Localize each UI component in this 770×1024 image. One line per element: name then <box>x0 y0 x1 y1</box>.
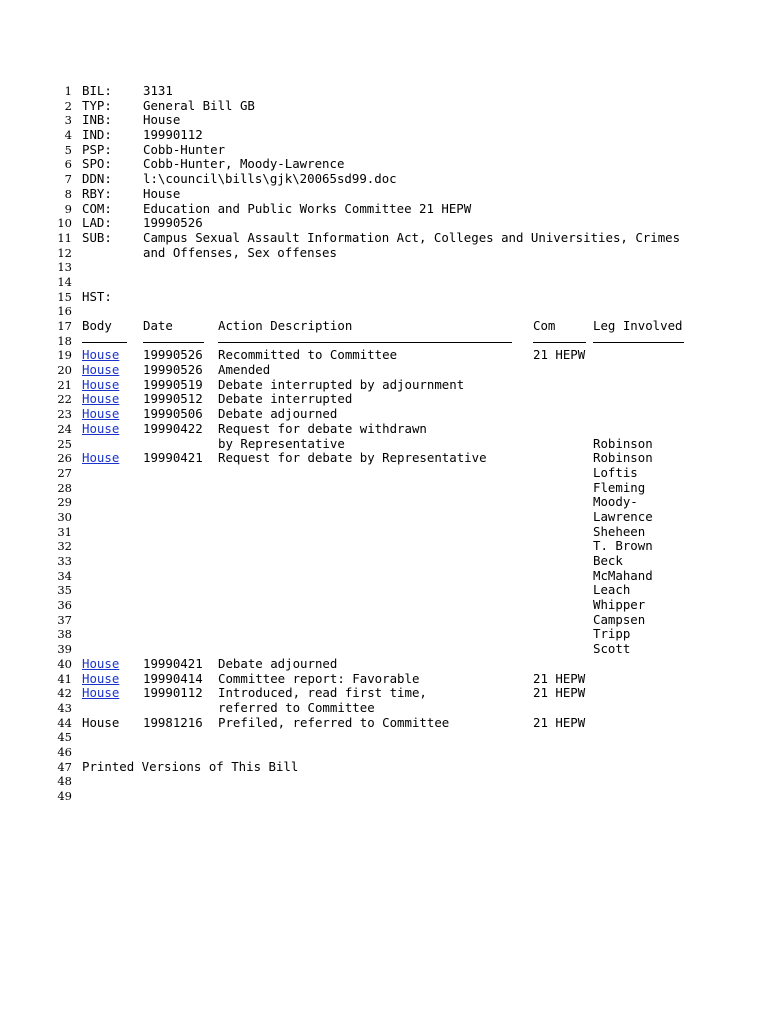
com-cell: 21 HEPW <box>533 670 586 686</box>
table-header-row <box>0 319 770 334</box>
blank-line <box>0 730 770 745</box>
line-number: 45 <box>57 730 72 745</box>
line-number: 15 <box>57 289 72 304</box>
table-row <box>0 672 770 687</box>
table-row <box>0 686 770 701</box>
line-number: 49 <box>57 789 72 803</box>
header-field-row <box>0 172 770 187</box>
table-row <box>0 363 770 378</box>
line-number: 36 <box>57 598 72 613</box>
line-number: 7 <box>64 172 72 187</box>
field-value: and Offenses, Sex offenses <box>143 244 337 260</box>
leg-cell: Tripp <box>593 626 631 642</box>
table-row <box>0 437 770 452</box>
history-label-row <box>0 290 770 305</box>
blank-line <box>0 304 770 319</box>
date-cell: 19990422 <box>143 420 203 436</box>
action-cell: Debate interrupted by adjournment <box>218 376 465 392</box>
col-header-body: Body <box>82 318 112 333</box>
body-link[interactable]: House <box>82 406 120 422</box>
action-cell: Debate adjourned <box>218 406 338 422</box>
line-number: 17 <box>57 319 72 333</box>
field-value: House <box>143 112 181 128</box>
leg-cell: Beck <box>593 553 623 568</box>
field-value: Campus Sexual Assault Information Act, Colleges and Universities, Crimes <box>143 229 681 245</box>
blank-line <box>0 774 770 789</box>
line-number: 47 <box>57 759 72 774</box>
header-field-row <box>0 99 770 114</box>
header-underline-row <box>0 334 770 349</box>
line-number: 18 <box>57 333 72 348</box>
blank-line <box>0 789 770 804</box>
line-number: 39 <box>57 642 72 657</box>
field-label: DDN: <box>82 171 112 187</box>
line-number: 38 <box>57 627 72 642</box>
field-label: IND: <box>82 127 112 143</box>
leg-cell: Robinson <box>593 435 653 451</box>
line-number: 22 <box>57 392 72 407</box>
table-row <box>0 392 770 407</box>
col-header-date: Date <box>143 318 173 333</box>
leg-cell: T. Brown <box>593 538 653 554</box>
line-number: 2 <box>64 98 72 113</box>
table-row <box>0 378 770 393</box>
leg-cell: Moody- <box>593 494 638 510</box>
date-cell: 19990506 <box>143 406 203 422</box>
line-number: 13 <box>57 260 72 275</box>
line-number: 8 <box>64 186 72 201</box>
date-cell: 19990526 <box>143 362 203 378</box>
com-cell: 21 HEPW <box>533 347 586 363</box>
field-label: INB: <box>82 112 112 128</box>
line-number: 43 <box>57 700 72 715</box>
field-value: House <box>143 185 181 201</box>
table-row <box>0 569 770 584</box>
col-header-com: Com <box>533 318 556 333</box>
date-cell: 19990414 <box>143 670 203 686</box>
blank-line <box>0 745 770 760</box>
line-number: 20 <box>57 363 72 378</box>
field-label: RBY: <box>82 185 112 201</box>
body-link[interactable]: House <box>82 376 120 392</box>
line-number: 41 <box>57 671 72 686</box>
body-link[interactable]: House <box>82 391 120 407</box>
field-value: Education and Public Works Committee 21 HEPW <box>143 200 472 216</box>
column-underline <box>82 342 127 343</box>
field-label: LAD: <box>82 215 112 231</box>
body-link[interactable]: House <box>82 362 120 378</box>
table-row <box>0 348 770 363</box>
line-number: 9 <box>64 201 72 216</box>
col-header-leg: Leg Involved <box>593 318 683 333</box>
action-cell: by Representative <box>218 435 345 451</box>
line-number: 23 <box>57 407 72 422</box>
line-number: 6 <box>64 157 72 172</box>
header-field-row <box>0 187 770 202</box>
action-cell: Recommitted to Committee <box>218 347 398 363</box>
line-number: 29 <box>57 495 72 510</box>
line-number: 35 <box>57 583 72 598</box>
field-label: SPO: <box>82 156 112 172</box>
line-number: 12 <box>57 245 72 260</box>
line-number: 27 <box>57 465 72 480</box>
header-field-row <box>0 113 770 128</box>
table-row <box>0 598 770 613</box>
action-cell: Debate adjourned <box>218 655 338 671</box>
header-field-row <box>0 246 770 261</box>
table-row <box>0 422 770 437</box>
date-cell: 19981216 <box>143 714 203 730</box>
leg-cell: Sheheen <box>593 523 646 539</box>
date-cell: 19990421 <box>143 450 203 466</box>
field-value: Cobb-Hunter, Moody-Lawrence <box>143 156 345 172</box>
field-value: 19990112 <box>143 127 203 143</box>
header-field-row <box>0 143 770 158</box>
table-row <box>0 407 770 422</box>
column-underline <box>218 342 512 343</box>
line-number: 1 <box>64 84 72 98</box>
field-label: BIL: <box>82 83 112 98</box>
action-cell: Prefiled, referred to Committee <box>218 714 450 730</box>
history-label: HST: <box>82 288 112 304</box>
body-link[interactable]: House <box>82 670 120 686</box>
table-row <box>0 451 770 466</box>
col-header-action: Action Description <box>218 318 353 333</box>
field-value: 19990526 <box>143 215 203 231</box>
leg-cell: Fleming <box>593 479 646 495</box>
table-row <box>0 554 770 569</box>
leg-cell: Lawrence <box>593 508 653 524</box>
line-number: 24 <box>57 421 72 436</box>
printed-versions-row <box>0 760 770 775</box>
body-link[interactable]: House <box>82 655 120 671</box>
header-field-row <box>0 202 770 217</box>
field-label: TYP: <box>82 97 112 113</box>
blank-line <box>0 260 770 275</box>
column-underline <box>143 342 204 343</box>
line-number: 4 <box>64 128 72 143</box>
table-row <box>0 642 770 657</box>
line-number: 37 <box>57 612 72 627</box>
table-row <box>0 510 770 525</box>
header-field-row <box>0 216 770 231</box>
line-number: 42 <box>57 686 72 701</box>
table-row <box>0 525 770 540</box>
line-number: 31 <box>57 524 72 539</box>
line-number: 14 <box>57 274 72 289</box>
body-link[interactable]: House <box>82 347 120 363</box>
field-value: 3131 <box>143 83 173 98</box>
table-row <box>0 495 770 510</box>
line-number: 21 <box>57 377 72 392</box>
action-cell: Request for debate by Representative <box>218 450 487 466</box>
leg-cell: Campsen <box>593 611 646 627</box>
field-value: Cobb-Hunter <box>143 141 226 157</box>
field-label: SUB: <box>82 229 112 245</box>
com-cell: 21 HEPW <box>533 714 586 730</box>
table-row <box>0 701 770 716</box>
table-row <box>0 716 770 731</box>
line-number: 10 <box>57 216 72 231</box>
column-underline <box>593 342 684 343</box>
bill-document <box>0 84 770 804</box>
line-number: 26 <box>57 451 72 466</box>
action-cell: referred to Committee <box>218 699 375 715</box>
body-cell: House <box>82 714 120 730</box>
line-number: 34 <box>57 568 72 583</box>
field-value: General Bill GB <box>143 97 255 113</box>
line-number: 5 <box>64 142 72 157</box>
table-row <box>0 583 770 598</box>
leg-cell: Scott <box>593 641 631 657</box>
line-number: 33 <box>57 554 72 568</box>
blank-line <box>0 275 770 290</box>
table-row <box>0 657 770 672</box>
date-cell: 19990526 <box>143 347 203 363</box>
table-row <box>0 613 770 628</box>
table-row <box>0 627 770 642</box>
leg-cell: McMahand <box>593 567 653 583</box>
column-underline <box>533 342 586 343</box>
field-label: PSP: <box>82 141 112 157</box>
line-number: 3 <box>64 113 72 128</box>
action-cell: Introduced, read first time, <box>218 685 427 701</box>
line-number: 32 <box>57 539 72 554</box>
table-row <box>0 481 770 496</box>
field-value: l:\council\bills\gjk\20065sd99.doc <box>143 171 397 187</box>
body-link[interactable]: House <box>82 685 120 701</box>
line-number: 48 <box>57 774 72 789</box>
date-cell: 19990112 <box>143 685 203 701</box>
line-number: 46 <box>57 744 72 759</box>
line-number: 30 <box>57 509 72 524</box>
leg-cell: Leach <box>593 582 631 598</box>
date-cell: 19990512 <box>143 391 203 407</box>
table-row <box>0 539 770 554</box>
line-number: 44 <box>57 715 72 730</box>
line-number: 16 <box>57 304 72 319</box>
action-cell: Debate interrupted <box>218 391 353 407</box>
com-cell: 21 HEPW <box>533 685 586 701</box>
header-field-row <box>0 231 770 246</box>
body-link[interactable]: House <box>82 450 120 466</box>
header-field-row <box>0 128 770 143</box>
leg-cell: Whipper <box>593 597 646 613</box>
line-number: 11 <box>57 230 72 245</box>
printed-versions-label: Printed Versions of This Bill <box>82 758 299 774</box>
date-cell: 19990519 <box>143 376 203 392</box>
leg-cell: Robinson <box>593 450 653 466</box>
leg-cell: Loftis <box>593 464 638 480</box>
action-cell: Amended <box>218 362 271 378</box>
action-cell: Request for debate withdrawn <box>218 420 427 436</box>
table-row <box>0 466 770 481</box>
action-cell: Committee report: Favorable <box>218 670 420 686</box>
field-label: COM: <box>82 200 112 216</box>
line-number: 40 <box>57 656 72 671</box>
header-field-row <box>0 157 770 172</box>
date-cell: 19990421 <box>143 655 203 671</box>
line-number: 19 <box>57 348 72 363</box>
line-number: 28 <box>57 480 72 495</box>
body-link[interactable]: House <box>82 420 120 436</box>
line-number: 25 <box>57 436 72 451</box>
header-field-row <box>0 84 770 99</box>
